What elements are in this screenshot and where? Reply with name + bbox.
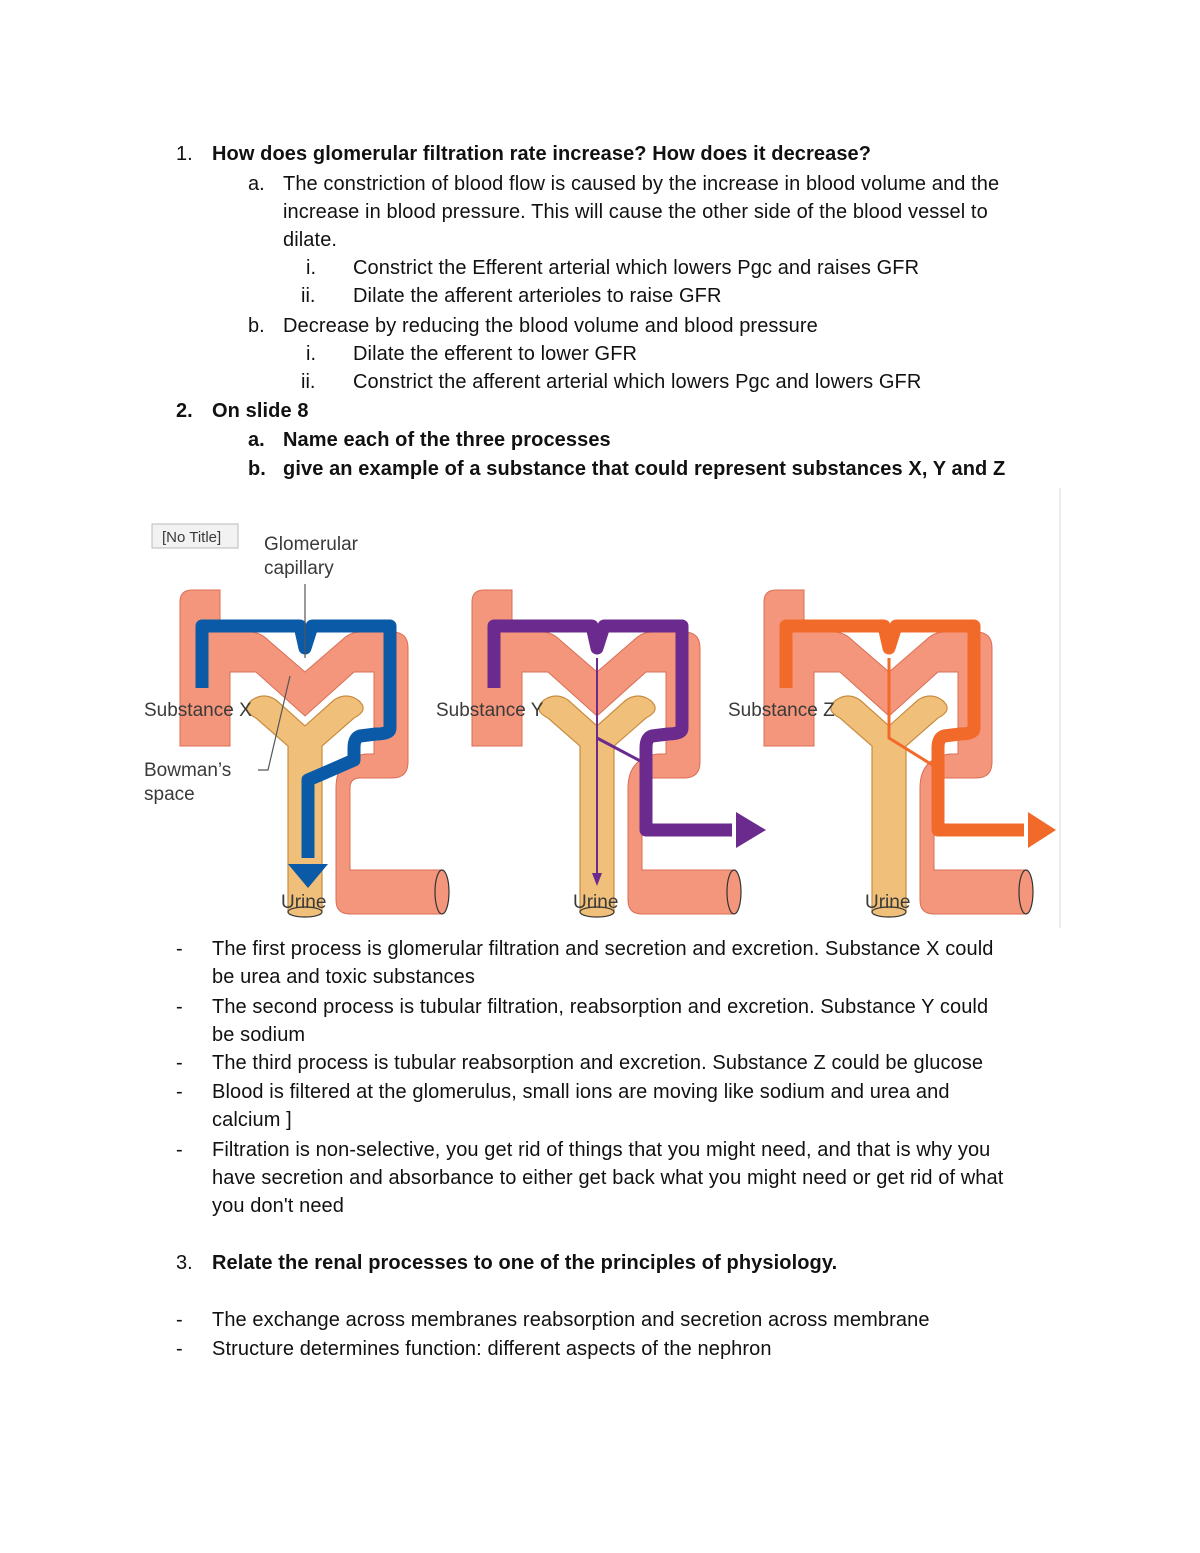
q1a-marker: a. (248, 173, 265, 195)
q2b-text: give an example of a substance that could represent substances X, Y and Z (283, 458, 1006, 480)
answer-bullet-4: - (176, 1081, 183, 1103)
q1b-i-marker: i. (306, 343, 316, 365)
bowmans-label-1: Bowman’s (144, 760, 232, 781)
q3-bullet-1: - (176, 1309, 183, 1331)
answer-bullet-2: - (176, 996, 183, 1018)
panel-substance-z (728, 590, 1056, 917)
q1a-line-3: dilate. (283, 229, 338, 251)
substance-z-blood-arrow (1028, 812, 1056, 848)
answer-2-line-1: The second process is tubular filtration, reabsorption and excretion. Substance Y could (212, 996, 989, 1018)
answer-4-line-2: calcium ] (212, 1109, 292, 1131)
glomerular-label-1: Glomerular (264, 534, 358, 555)
answer-5-line-2: have secretion and absorbance to either get back what you might need or get rid of what (212, 1167, 1004, 1189)
substance-y-label: Substance Y (436, 700, 544, 721)
answer-4-line-1: Blood is filtered at the glomerulus, small ions are moving like sodium and urea and (212, 1081, 950, 1103)
q3-question: Relate the renal processes to one of the principles of physiology. (212, 1252, 838, 1274)
urine-label-y: Urine (573, 892, 619, 913)
q1a-line-1: The constriction of blood flow is caused by the increase in blood volume and the (283, 173, 1000, 195)
answer-5-line-1: Filtration is non-selective, you get rid of things that you might need, and that is why you (212, 1139, 991, 1161)
q2-question: On slide 8 (212, 400, 309, 422)
answer-1-line-1: The first process is glomerular filtration and secretion and excretion. Substance X could (212, 938, 994, 960)
answer-bullet-1: - (176, 938, 183, 960)
q3-item-1: The exchange across membranes reabsorption and secretion across membrane (212, 1309, 930, 1331)
answer-3-line-1: The third process is tubular reabsorption and excretion. Substance Z could be glucose (212, 1052, 984, 1074)
answer-bullet-3: - (176, 1052, 183, 1074)
q1b-i-text: Dilate the efferent to lower GFR (353, 343, 638, 365)
q1a-i-marker: i. (306, 257, 316, 279)
answer-5-line-3: you don't need (212, 1195, 344, 1217)
answer-1-line-2: be urea and toxic substances (212, 966, 475, 988)
q1a-line-2: increase in blood pressure. This will cause the other side of the blood vessel to (283, 201, 988, 223)
substance-z-label: Substance Z (728, 700, 835, 721)
glomerular-label-2: capillary (264, 558, 334, 579)
bowmans-label-2: space (144, 784, 195, 805)
q1b-ii-text: Constrict the afferent arterial which lowers Pgc and lowers GFR (353, 371, 922, 393)
answer-bullet-5: - (176, 1139, 183, 1161)
q3-number: 3. (176, 1252, 193, 1274)
q2-number: 2. (176, 400, 193, 422)
q1b-marker: b. (248, 315, 265, 337)
substance-y-blood-arrow (736, 812, 766, 848)
q1-number: 1. (176, 143, 193, 165)
q1a-ii-marker: ii. (301, 285, 316, 307)
q1b-ii-marker: ii. (301, 371, 316, 393)
urine-label-x: Urine (281, 892, 327, 913)
q1b-text: Decrease by reducing the blood volume and blood pressure (283, 315, 818, 337)
renal-processes-figure (140, 488, 1062, 928)
q2a-text: Name each of the three processes (283, 429, 611, 451)
panel-substance-x (144, 534, 449, 917)
q1a-i-text: Constrict the Efferent arterial which lowers Pgc and raises GFR (353, 257, 920, 279)
no-title-tooltip: [No Title] (162, 529, 222, 546)
substance-x-label: Substance X (144, 700, 252, 721)
q2b-marker: b. (248, 458, 266, 480)
q1a-ii-text: Dilate the afferent arterioles to raise GFR (353, 285, 722, 307)
q2a-marker: a. (248, 429, 265, 451)
answer-2-line-2: be sodium (212, 1024, 306, 1046)
panel-substance-y (436, 590, 766, 917)
q3-bullet-2: - (176, 1338, 183, 1360)
q3-item-2: Structure determines function: different aspects of the nephron (212, 1338, 772, 1360)
urine-label-z: Urine (865, 892, 911, 913)
q1-question: How does glomerular filtration rate increase? How does it decrease? (212, 143, 872, 165)
